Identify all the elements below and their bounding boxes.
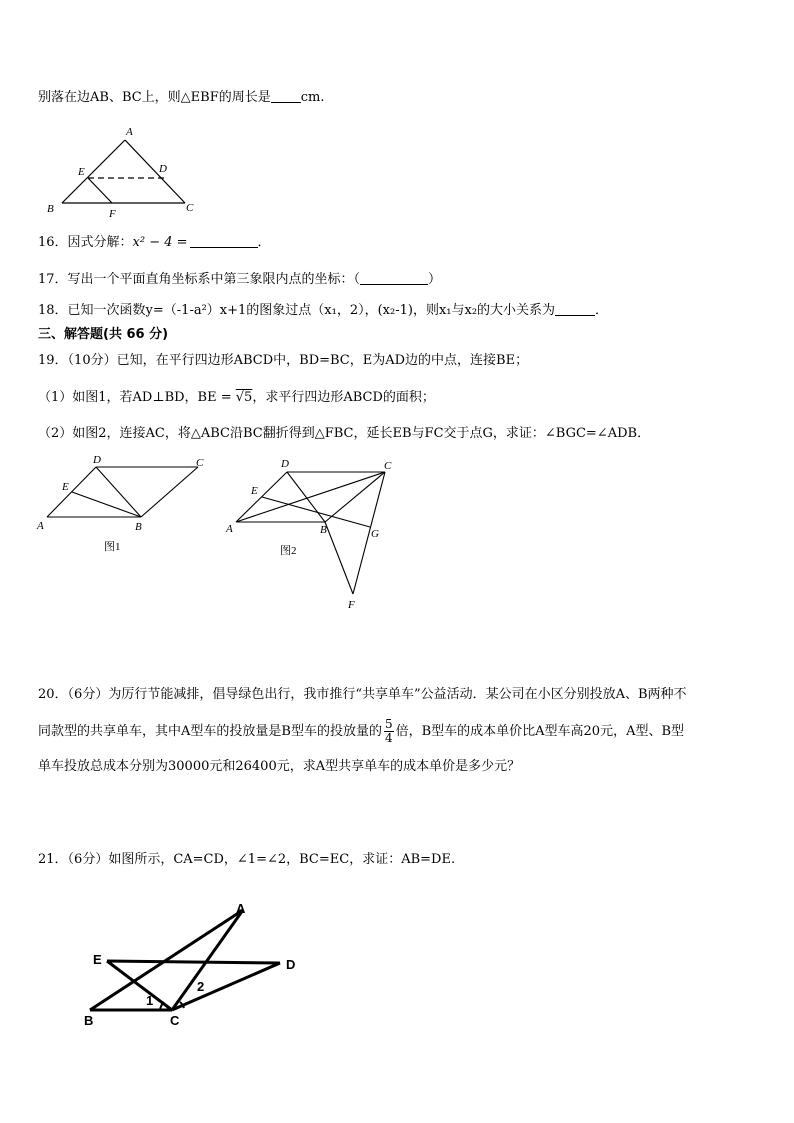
q19-part1 [38,389,435,407]
q19-f1-label-b: B [135,521,142,533]
q19-part2: （2）如图2，连接AC，将△ABC沿BC翻折得到△FBC，延长EB与FC交于点G，求证：∠BGC=∠ADB． [38,426,651,441]
q19-f2-label-a: A [226,523,233,535]
q16-blank[interactable] [190,233,258,248]
q19-figure1 [34,450,224,560]
q21-label-c: C [170,1013,180,1028]
q19-part1-a: （1）如图1，若AD⊥BD，BE = [38,390,232,405]
q19-f1-label-c: C [196,457,204,469]
q19-f2-label-g: G [371,528,379,540]
q15-label-e: E [78,166,85,178]
q21-label-b: B [84,1013,94,1028]
q19-f2-label-c: C [384,460,392,472]
q15-blank[interactable] [271,88,301,103]
q17-blank[interactable] [360,270,428,285]
q20-line1: 20．（6分）为厉行节能减排，倡导绿色出行，我市推行“共享单车”公益活动．某公司在小区分别投放A、B两种不 [38,687,687,702]
q20-frac-num: 5 [384,717,393,731]
q18-blank[interactable] [555,301,595,316]
q19-f2-label-d: D [281,458,289,470]
q17-text: 17．写出一个平面直角坐标系中第三象限内点的坐标：（ [38,272,361,287]
q19-figure2 [222,452,412,617]
q15-text: 别落在边AB、BC上，则△EBF的周长是 [38,90,271,105]
q15-label-f: F [109,208,116,220]
q15-label-a: A [126,126,133,138]
q16-line: 16．因式分解：x² − 4 = ． [38,235,271,250]
section-title: 三、解答题(共 66 分) [38,327,169,342]
q20-frac-den: 4 [384,731,393,745]
q15-label-b: B [47,203,54,215]
q19-part1-b: ，求平行四边形ABCD的面积； [252,390,435,405]
q19-f2-label-f: F [348,599,355,611]
q19-part1-sqrt: √5 [235,390,253,405]
q21-stem: 21．（6分）如图所示，CA=CD，∠1=∠2，BC=EC，求证：AB=DE. [38,852,456,867]
q21-label-e: E [93,952,102,967]
q19-f1-label-e: E [62,481,69,493]
q19-f2-label-e: E [251,485,258,497]
q19-f1-label-d: D [93,454,101,466]
q15-label-d: D [159,163,167,175]
q15-unit: cm. [300,90,325,105]
q20-line2-b: 倍，B型车的成本单价比A型车高20元，A型、B型 [395,724,685,739]
q17-close: ） [428,272,442,287]
q20-fraction [384,718,394,745]
q16-expr: x² − 4 = [132,235,188,250]
q15-line [38,88,325,107]
q19-f1-label-a: A [37,520,44,532]
q21-label-2: 2 [197,979,205,994]
q17-line [38,270,441,289]
q20-line2-a: 同款型的共享单车，其中A型车的投放量是B型车的投放量的 [38,724,382,739]
q18-line: 18．已知一次函数y=（-1-a²）x+1的图象过点（x₁，2），(x₂-1)，则x₁与x₂的大小关系为 ． [38,303,609,318]
q20-line3: 单车投放总成本分别为30000元和26400元，求A型共享单车的成本单价是多少元？ [38,759,521,774]
q16-prefix: 16．因式分解： [38,235,133,250]
q19-stem: 19．（10分）已知，在平行四边形ABCD中，BD=BC，E为AD边的中点，连接BE； [38,353,529,368]
q21-figure [80,898,320,1038]
q18-text: 18．已知一次函数y=（-1-a²）x+1的图象过点（x₁，2），(x₂-1)，则x₁与x₂的大小关系为 [38,303,556,318]
q21-label-a: A [236,901,246,916]
q21-label-1: 1 [146,993,154,1008]
q21-label-d: D [286,957,296,972]
q19-fig1-caption: 图1 [104,541,121,553]
q19-fig2-caption: 图2 [280,545,297,557]
q15-label-c: C [186,202,194,214]
q15-figure [40,122,210,222]
q19-f2-label-b: B [320,524,327,536]
q20-line2 [38,717,684,747]
